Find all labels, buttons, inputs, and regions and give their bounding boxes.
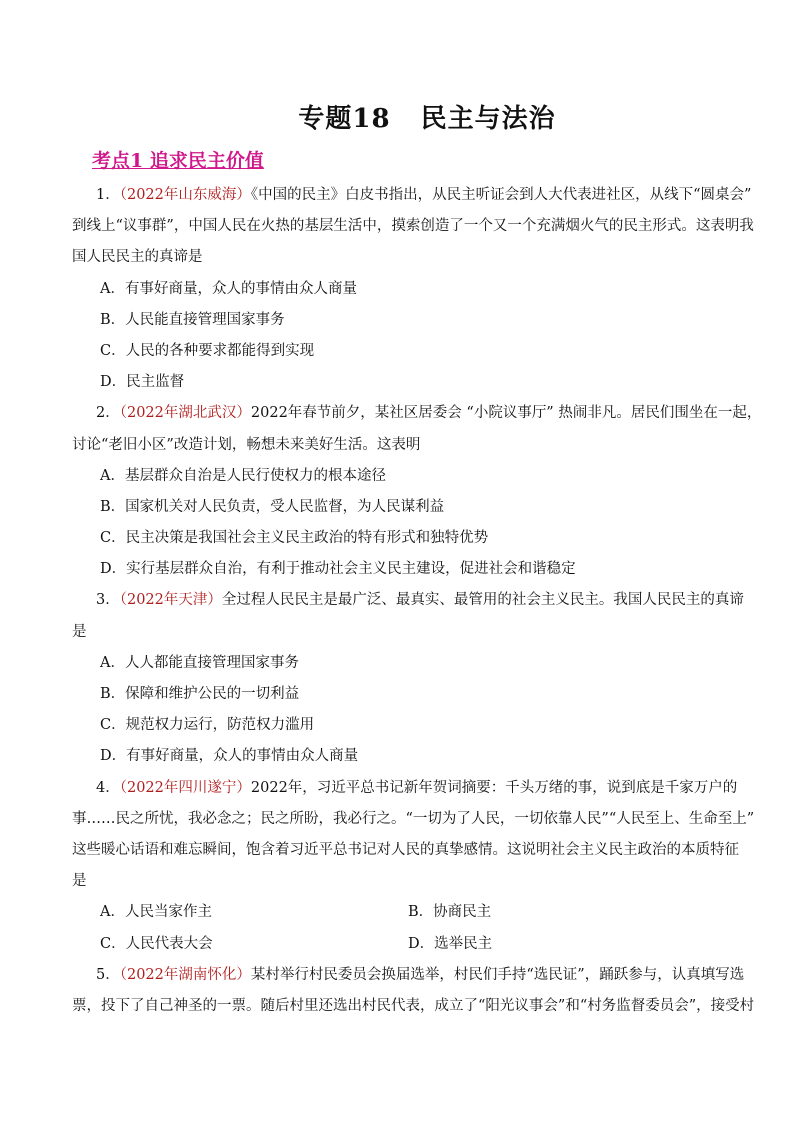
question-4-line-1: 4．（2022年四川遂宁）2022年，习近平总书记新年贺词摘要：千头万绪的事，说到底是千家万户的 (96, 779, 738, 796)
question-4-option-d[interactable]: D．选举民主 (408, 935, 493, 952)
question-1-line-1: 1．（2022年山东威海）《中国的民主》白皮书指出，从民主听证会到人大代表进社区，从线下“圆桌会” (96, 187, 752, 203)
question-2-option-d[interactable]: D．实行基层群众自治，有利于推动社会主义民主建设，促进社会和谐稳定 (100, 561, 576, 578)
question-4-line-4: 是 (72, 873, 87, 890)
question-2-option-c[interactable]: C．民主决策是我国社会主义民主政治的特有形式和独特优势 (100, 530, 489, 547)
question-source: （2022年湖北武汉） (119, 405, 251, 422)
question-4-line-3: 这些暖心话语和难忘瞬间，饱含着习近平总书记对人民的真挚感情。这说明社会主义民主政治的本质特征 (72, 841, 739, 858)
question-list (72, 180, 762, 1022)
page-title (0, 98, 794, 135)
question-2-line-1: 2．（2022年湖北武汉）2022年春节前夕，某社区居委会 “小院议事厅” 热闹非凡。居民们围坐在一起， (96, 405, 762, 422)
question-3-line-2: 是 (72, 623, 87, 640)
question-source: （2022年四川遂宁） (119, 779, 251, 796)
title-topic-name: 民主与法治 (420, 104, 556, 134)
question-4-option-c[interactable]: C．人民代表大会 (100, 935, 213, 952)
question-1-option-b[interactable]: B．人民能直接管理国家事务 (100, 311, 285, 328)
question-2-line-2: 讨论“老旧小区”改造计划，畅想未来美好生活。这表明 (72, 436, 421, 453)
question-5-line-1: 5．（2022年湖南怀化）某村举行村民委员会换届选举，村民们手持“选民证”，踊跃参与，认真填写选 (96, 966, 745, 983)
question-4-option-b[interactable]: B．协商民主 (408, 904, 492, 921)
question-source: （2022年山东威海） (119, 187, 251, 203)
question-source: （2022年湖南怀化） (119, 966, 251, 983)
title-topic-number: 专题18 (298, 104, 391, 134)
question-source: （2022年天津） (119, 592, 222, 609)
question-1-line-3: 国人民民主的真谛是 (72, 249, 203, 266)
question-4-line-2: 事……民之所忧，我必念之；民之所盼，我必行之。“一切为了人民，一切依靠人民”“人民至上、生命至上” (72, 810, 755, 827)
question-1-option-d[interactable]: D．民主监督 (100, 374, 185, 391)
question-5-line-2: 票，投下了自己神圣的一票。随后村里还选出村民代表，成立了“阳光议事会”和“村务监督委员会”，接受村 (72, 997, 755, 1014)
question-2-option-b[interactable]: B．国家机关对人民负责，受人民监督，为人民谋利益 (100, 498, 445, 515)
question-3-option-c[interactable]: C．规范权力运行，防范权力滥用 (100, 717, 315, 734)
question-4-options-row-2 (72, 929, 732, 960)
question-4-options-row-1 (72, 897, 732, 928)
question-4-option-a[interactable]: A．人民当家作主 (100, 904, 212, 921)
section-heading: 考点1 追求民主价值 (92, 150, 264, 172)
question-1-line-2: 到线上“议事群”，中国人民在火热的基层生活中，摸索创造了一个又一个充满烟火气的民主形式。这表明我 (72, 218, 754, 235)
question-3-option-d[interactable]: D．有事好商量，众人的事情由众人商量 (100, 748, 359, 765)
question-3-option-a[interactable]: A．人人都能直接管理国家事务 (100, 654, 299, 671)
question-3-line-1: 3．（2022年天津）全过程人民民主是最广泛、最真实、最管用的社会主义民主。我国人民民主的真谛 (96, 592, 744, 609)
question-1-option-c[interactable]: C．人民的各种要求都能得到实现 (100, 342, 315, 359)
question-2-option-a[interactable]: A．基层群众自治是人民行使权力的根本途径 (100, 467, 386, 484)
question-3-option-b[interactable]: B．保障和维护公民的一切利益 (100, 686, 300, 702)
question-1-option-a[interactable]: A．有事好商量，众人的事情由众人商量 (100, 280, 357, 297)
